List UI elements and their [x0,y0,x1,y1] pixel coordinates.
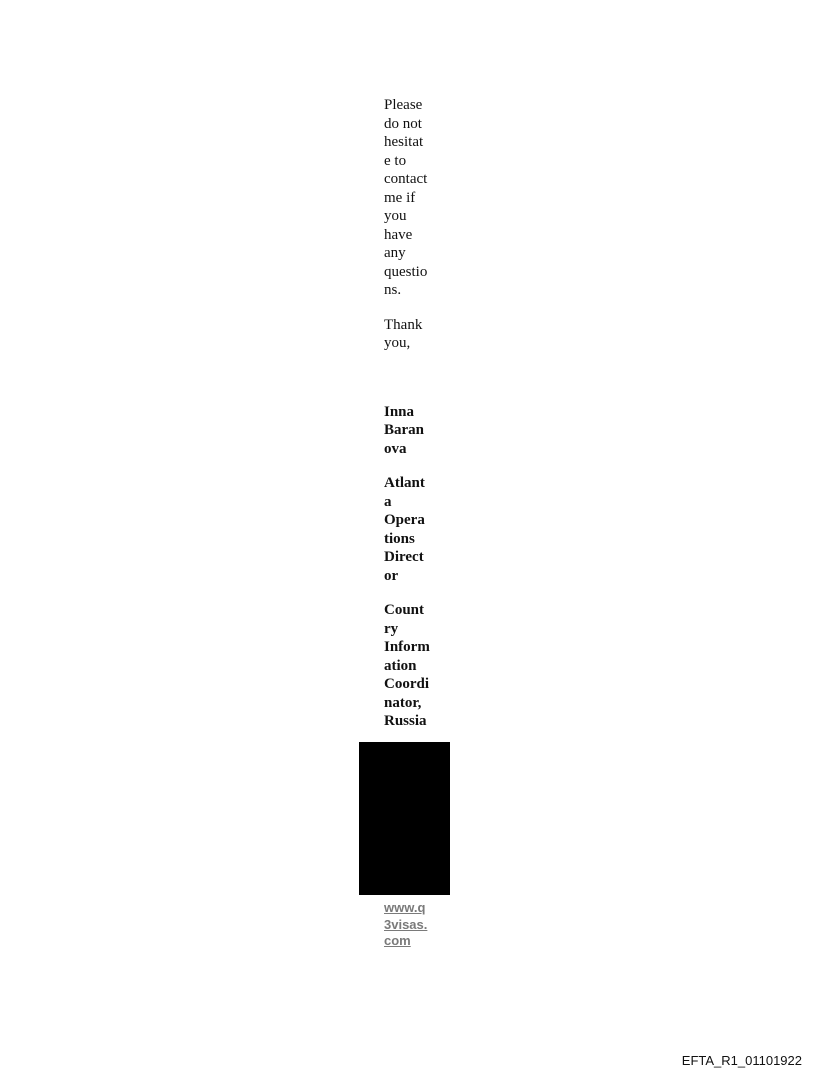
closing-paragraph-line: Please [384,97,423,113]
signoff [384,316,436,353]
closing-paragraph-line: have [384,226,413,243]
signature-title-line: tions [384,530,415,547]
closing-paragraph-line: any [384,245,406,261]
closing-paragraph-line: contact [384,171,428,187]
signature-title [384,474,436,585]
signature-role-line: ry [384,620,399,637]
signature-name-line: Baran [384,422,425,438]
signature-role-line: Count [384,602,425,618]
closing-paragraph-line: me if [384,189,416,206]
signature-title-line: Direct [384,549,424,565]
document-id: EFTA_R1_01101922 [681,1053,802,1068]
signoff-line: Thank [384,316,423,333]
signature-role [384,601,436,731]
website-link-line: www.q [384,900,426,915]
closing-paragraph-line: e to [384,152,407,169]
closing-paragraph-line: hesitat [384,134,424,150]
signature-title-line: a [384,493,392,510]
signature-role-line: ation [384,657,417,674]
signature-role-line: nator, [384,694,422,711]
website-link-line: com [384,933,411,948]
signature-role-line: Inform [384,639,430,655]
signature-name-line: Inna [384,403,415,420]
signature-title-line: Opera [384,512,425,528]
signature-role-line: Russia [384,713,427,729]
signature-role-line: Coordi [384,676,429,692]
closing-paragraph-line: ns. [384,282,402,298]
closing-paragraph-line: questio [384,263,428,280]
redaction-block [359,742,450,895]
signature-name [384,403,436,459]
website-link[interactable] [384,900,427,950]
website-link-line: 3visas. [384,916,428,932]
signature-name-line: ova [384,440,407,457]
closing-paragraph-line: you [384,208,407,224]
signature-title-line: or [384,567,399,584]
signature-title-line: Atlant [384,475,425,491]
signoff-line: you, [384,335,411,351]
closing-paragraph [384,96,436,300]
email-body-column [384,96,436,731]
closing-paragraph-line: do not [384,115,422,132]
